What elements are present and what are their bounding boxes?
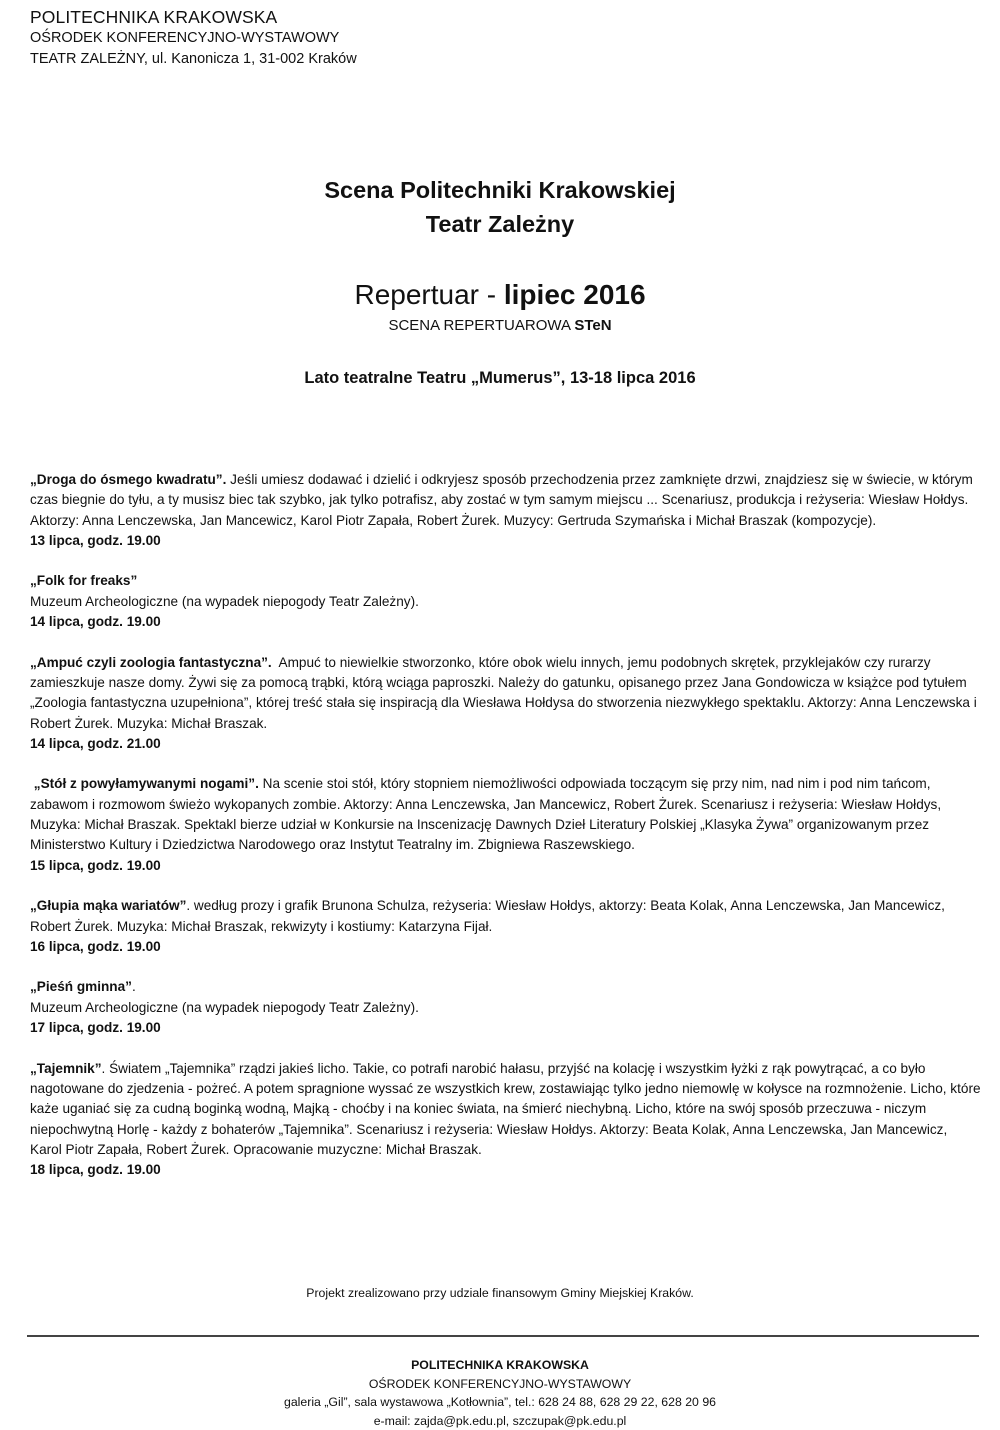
letterhead bbox=[30, 6, 357, 70]
event-list bbox=[30, 470, 982, 1201]
event-title: „Pieśń gminna” bbox=[30, 979, 132, 995]
event-date: 13 lipca, godz. 19.00 bbox=[30, 532, 161, 548]
event-description: . Muzeum Archeologiczne (na wypadek niepogody Teatr Zależny). bbox=[30, 979, 419, 1015]
festival-heading: Lato teatralne Teatru „Mumerus”, 13-18 lipca 2016 bbox=[304, 369, 696, 387]
letterhead-unit: OŚRODEK KONFERENCYJNO-WYSTAWOWY bbox=[30, 30, 340, 46]
event-description: Jeśli umiesz dodawać i dzielić i odkryjesz sposób przechodzenia przez zamknięte drzwi, znajdziesz się w świecie, w którym czas biegnie do tyłu, a ty musisz biec tak szybko, jak tylko potrafisz, aby zostać w tym samym miejscu ... Scenariusz, produkcja i reżyseria: Wiesław Hołdys. Aktorzy: Anna Lenczewska, Jan Mancewicz, Karol Piotr Zapała, Robert Żurek. Muzycy: Gertruda Szymańska i Michał Braszak (kompozycje). bbox=[30, 472, 973, 528]
event-item bbox=[30, 1059, 982, 1181]
event-date: 14 lipca, godz. 19.00 bbox=[30, 614, 161, 630]
event-date: 15 lipca, godz. 19.00 bbox=[30, 857, 161, 873]
event-description: . Światem „Tajemnika” rządzi jakieś licho. Takie, co potrafi narobić hałasu, przyjść na kolację i wszystkim łyżki z rąk powytrącać, a co było nagotowane do zjedzenia - pożreć. A potem spragnione wyssać ze wszystkich krew, zostawiając tylko jedno niemowlę w kołysce na rozmnożenie. Licho, które każe uganiać się za cudną boginką wodną, Majką - choćby i na koniec świata, na śmierć niechybną. Licho, które na swój sposób przeczuwa - niczym niepochwytną Horlę - każdy z bohaterów „Tajemnika”. Scenariusz i reżyseria: Wiesław Hołdys. Aktorzy: Beata Kolak, Anna Lenczewska, Jan Mancewicz, Karol Piotr Zapała, Robert Żurek. Opracowanie muzyczne: Michał Braszak. bbox=[30, 1060, 981, 1157]
repertoire-month: lipiec 2016 bbox=[503, 279, 646, 310]
stage-name: STeN bbox=[574, 317, 612, 334]
event-item bbox=[30, 774, 982, 875]
event-description: Muzeum Archeologiczne (na wypadek niepogody Teatr Zależny). bbox=[30, 593, 419, 609]
repertoire-prefix: Repertuar - bbox=[354, 279, 504, 310]
event-title: „Tajemnik” bbox=[30, 1060, 102, 1076]
event-description: Na scenie stoi stół, który stopniem niemożliwości odpowiada toczącym się przy nim, nad nim i pod nim tańcom, zabawom i rozmowom świeżo wykopanych zombie. Aktorzy: Anna Lenczewska, Jan Mancewicz, Robert Żurek. Scenariusz i reżyseria: Wiesław Hołdys, Muzyka: Michał Braszak. Spektakl bierze udział w Konkursie na Inscenizację Dawnych Dzieł Literatury Polskiej „Klasyka Żywa” organizowanym przez Ministerstwo Kultury i Dziedzictwa Narodowego oraz Instytut Teatralny im. Zbigniewa Raszewskiego. bbox=[30, 776, 942, 853]
event-date: 14 lipca, godz. 21.00 bbox=[30, 735, 161, 751]
footer bbox=[0, 1356, 1000, 1430]
event-item bbox=[30, 977, 982, 1038]
event-title: „Stół z powyłamywanymi nogami”. bbox=[30, 776, 259, 792]
event-description: . według prozy i grafik Brunona Schulza, reżyseria: Wiesław Hołdys, aktorzy: Beata Kolak, Anna Lenczewska, Jan Mancewicz, Robert Żurek. Muzyka: Michał Braszak, rekwizyty i kostiumy: Katarzyna Fijał. bbox=[30, 898, 945, 934]
event-title: „Folk for freaks” bbox=[30, 573, 138, 589]
footer-divider bbox=[27, 1335, 979, 1337]
footer-contact-email: e-mail: zajda@pk.edu.pl, szczupak@pk.edu.pl bbox=[373, 1413, 627, 1428]
funding-note: Projekt zrealizowano przy udziale finansowym Gminy Miejskiej Kraków. bbox=[306, 1286, 694, 1300]
stage-heading bbox=[0, 315, 1000, 337]
page-subtitle: Teatr Zależny bbox=[425, 211, 575, 237]
event-item bbox=[30, 470, 982, 551]
footer-unit: OŚRODEK KONFERENCYJNO-WYSTAWOWY bbox=[368, 1376, 632, 1391]
footer-contact-phone: galeria „Gil”, sala wystawowa „Kotłownia”, tel.: 628 24 88, 628 29 22, 628 20 96 bbox=[283, 1395, 716, 1409]
footer-org: POLITECHNIKA KRAKOWSKA bbox=[411, 1358, 589, 1372]
event-date: 17 lipca, godz. 19.00 bbox=[30, 1020, 161, 1036]
event-title: „Droga do ósmego kwadratu”. bbox=[30, 472, 227, 487]
repertoire-heading bbox=[0, 277, 1000, 313]
letterhead-address: TEATR ZALEŻNY, ul. Kanonicza 1, 31-002 Kraków bbox=[30, 51, 357, 67]
event-title: „Ampuć czyli zoologia fantastyczna”. bbox=[30, 654, 272, 670]
letterhead-org: POLITECHNIKA KRAKOWSKA bbox=[30, 7, 278, 27]
event-title: „Głupia mąka wariatów” bbox=[30, 898, 187, 914]
event-date: 16 lipca, godz. 19.00 bbox=[30, 938, 161, 954]
event-item bbox=[30, 653, 982, 754]
event-item bbox=[30, 571, 982, 632]
stage-prefix: SCENA REPERTUAROWA bbox=[388, 317, 575, 334]
event-date: 18 lipca, godz. 19.00 bbox=[30, 1162, 161, 1178]
page-title: Scena Politechniki Krakowskiej bbox=[324, 177, 676, 203]
event-description: Ampuć to niewielkie stworzonko, które obok wielu innych, jemu podobnych skrętek, przyklejaków czy rurarzy zamieszkuje nasze domy. Żywi się za pomocą trąbki, którą wciąga paproszki. Należy do gatunku, opisanego przez Jana Gondowicza w książce pod tytułem „Zoologia fantastyczna uzupełniona”, której treść stała się inspiracją dla Wiesława Hołdysa do stworzenia niezwykłego spektaklu. Aktorzy: Anna Lenczewska i Robert Żurek. Muzyka: Michał Braszak. bbox=[30, 654, 981, 731]
event-item bbox=[30, 896, 982, 957]
